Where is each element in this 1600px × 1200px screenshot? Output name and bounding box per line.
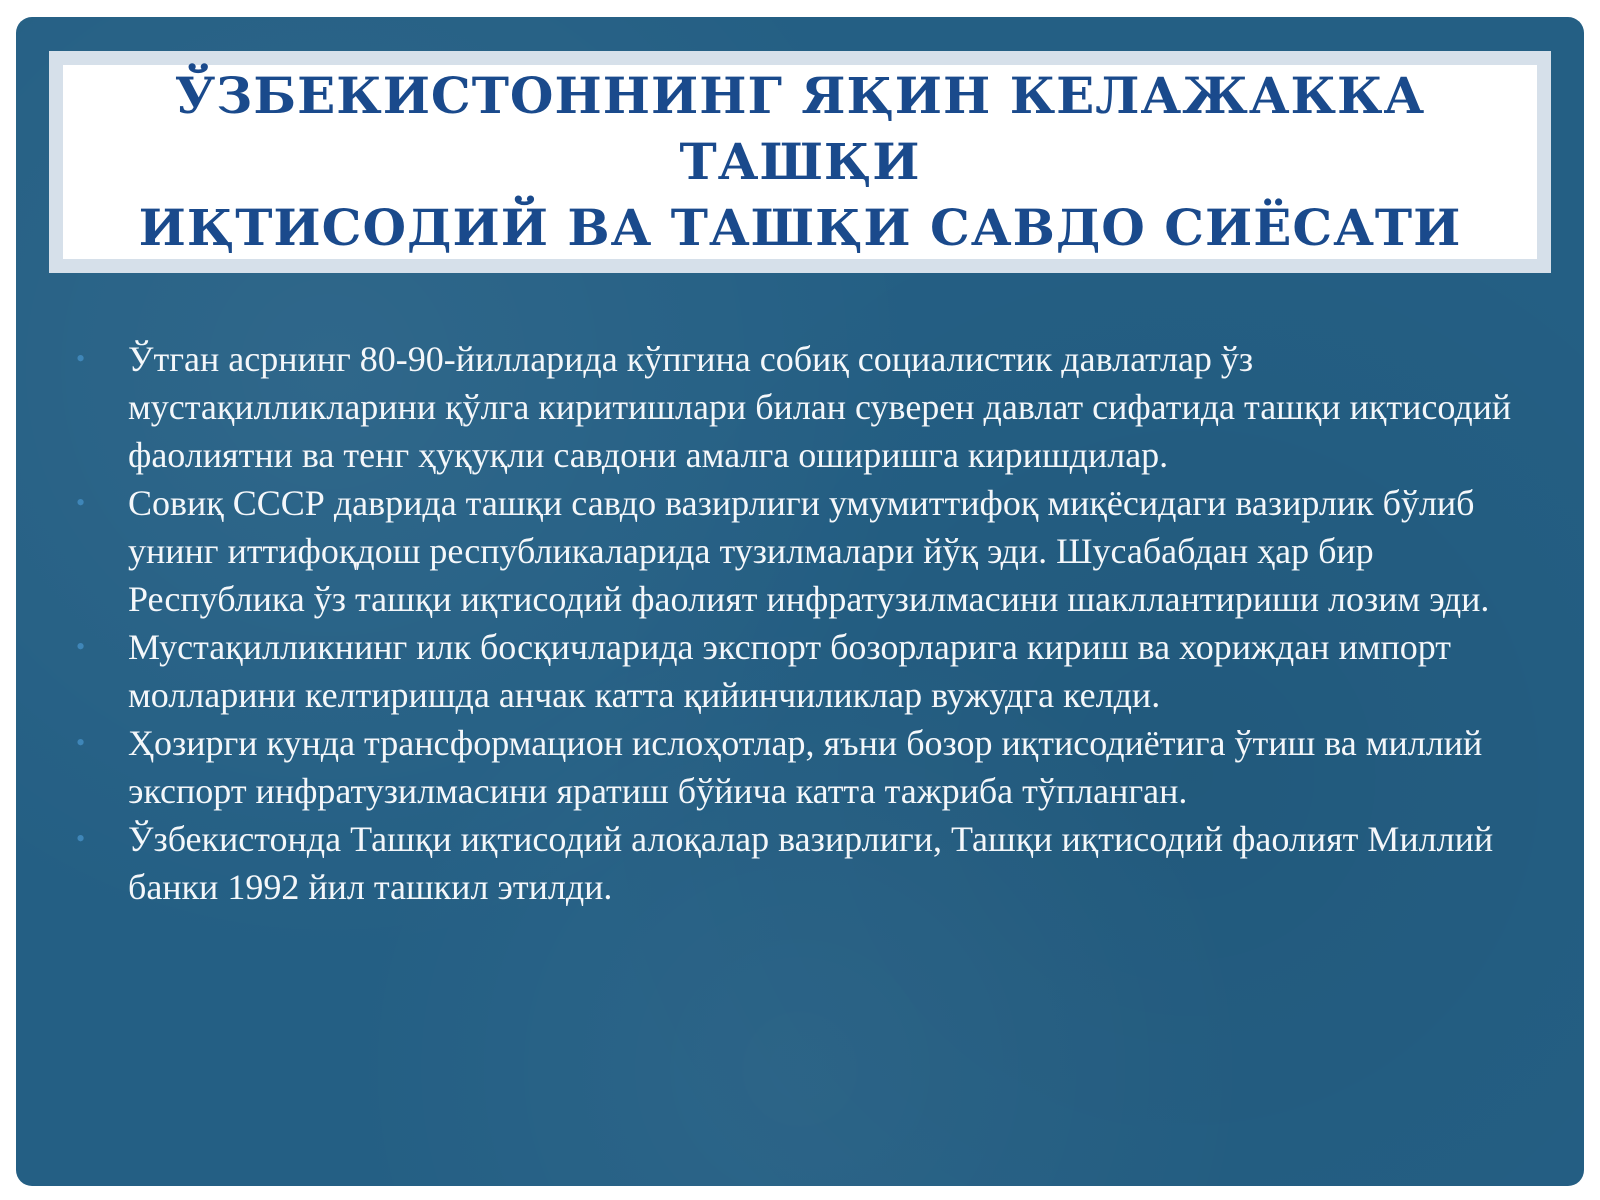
title-line-2: ИҚТИСОДИЙ ВА ТАШҚИ САВДО СИЁСАТИ bbox=[138, 198, 1462, 257]
bullet-list bbox=[76, 335, 1556, 911]
title-line-1: ЎЗБЕКИСТОННИНГ ЯҚИН КЕЛАЖАККА ТАШҚИ bbox=[174, 66, 1426, 191]
bullet-dot-icon: • bbox=[76, 824, 86, 853]
bullet-dot-icon: • bbox=[76, 728, 86, 757]
bullet-text: Ўтган асрнинг 80-90-йилларида кўпгина собиқ социалистик давлатлар ўз мустақилликларини қўлга киритишлари билан суверен давлат сифатида ташқи иқтисодий фаолиятни ва тенг ҳуқуқли савдони амалга оширишга киришдилар. bbox=[128, 339, 1512, 475]
title-frame bbox=[49, 51, 1551, 273]
bullet-dot-icon: • bbox=[76, 488, 86, 517]
bullet-text: Ўзбекистонда Ташқи иқтисодий алоқалар вазирлиги, Ташқи иқтисодий фаолият Миллий банки 1992 йил ташкил этилди. bbox=[128, 819, 1494, 907]
bullet-item bbox=[76, 479, 1556, 623]
bullet-item bbox=[76, 815, 1556, 911]
bullet-text: Ҳозирги кунда трансформацион ислоҳотлар, яъни бозор иқтисодиётига ўтиш ва миллий экспорт инфратузилмасини яратиш бўйича катта тажриба тўпланган. bbox=[128, 723, 1483, 811]
bullet-item bbox=[76, 719, 1556, 815]
bullet-dot-icon: • bbox=[76, 344, 86, 373]
slide-title bbox=[63, 63, 1537, 261]
bullet-text: Мустақилликнинг илк босқичларида экспорт бозорларига кириш ва хориждан импорт молларини келтиришда анчак катта қийинчиликлар вужудга келди. bbox=[128, 627, 1452, 715]
title-box bbox=[63, 65, 1537, 259]
bullet-dot-icon: • bbox=[76, 632, 86, 661]
slide bbox=[16, 17, 1584, 1186]
bullet-item bbox=[76, 623, 1556, 719]
bullet-item bbox=[76, 335, 1556, 479]
bullet-text: Совиқ СССР даврида ташқи савдо вазирлиги умумиттифоқ миқёсидаги вазирлик бўлиб унинг иттифоқдош республикаларида тузилмалари йўқ эди. Шусабабдан ҳар бир Республика ўз ташқи иқтисодий фаолият инфратузилмасини шакллантириши лозим эди. bbox=[128, 483, 1490, 619]
